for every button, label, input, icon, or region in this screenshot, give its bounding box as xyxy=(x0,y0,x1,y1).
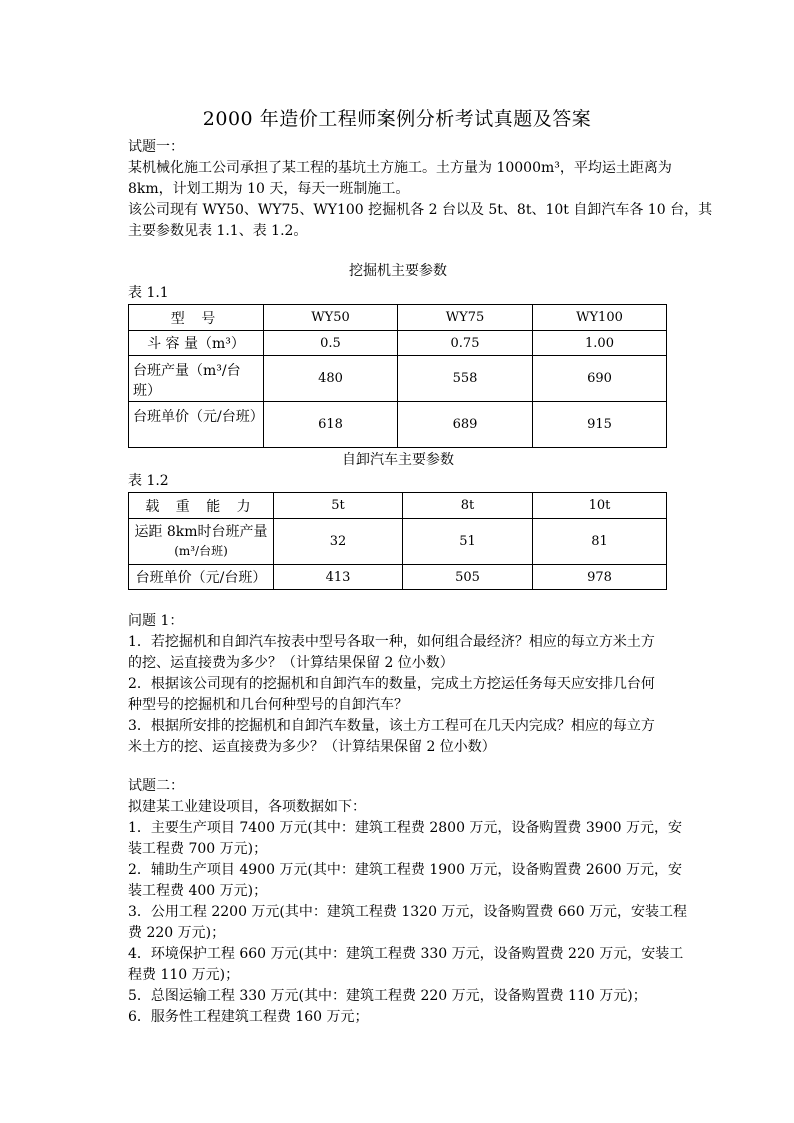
question-1-heading: 试题一： xyxy=(128,139,184,155)
table-cell: 505 xyxy=(403,565,533,590)
table-cell: 915 xyxy=(533,402,667,448)
table-cell: 81 xyxy=(533,519,667,565)
paragraph-line: 装工程费 400 万元)； xyxy=(128,883,268,899)
table-cell: 978 xyxy=(533,565,667,590)
table-row xyxy=(129,519,667,565)
paragraph-line: 6．服务性工程建筑工程费 160 万元； xyxy=(128,1009,369,1025)
paragraph-line: 拟建某工业建设项目，各项数据如下： xyxy=(128,799,366,815)
table-header-cell: WY50 xyxy=(264,305,398,331)
truck-params-table xyxy=(128,492,667,590)
table-header-cell: 载 重 能 力 xyxy=(129,493,274,519)
question-line: 1．若挖掘机和自卸汽车按表中型号各取一种，如何组合最经济？相应的每立方米土方 xyxy=(128,634,655,650)
table-cell: 690 xyxy=(533,356,667,402)
paragraph-line: 3．公用工程 2200 万元(其中：建筑工程费 1320 万元，设备购置费 660 万元，安装工程 xyxy=(128,904,688,920)
table-cell: 51 xyxy=(403,519,533,565)
row-label-line: (m³/台班) xyxy=(174,543,228,558)
paragraph-line: 4．环境保护工程 660 万元(其中：建筑工程费 330 万元，设备购置费 220 万元，安装工 xyxy=(128,946,684,962)
paragraph-line: 该公司现有 WY50、WY75、WY100 挖掘机各 2 台以及 5t、8t、10t 自卸汽车各 10 台，其 xyxy=(128,202,713,218)
paragraph-line: 费 220 万元)； xyxy=(128,925,226,941)
paragraph-line: 5．总图运输工程 330 万元(其中：建筑工程费 220 万元，设备购置费 110 万元)； xyxy=(128,988,647,1004)
paragraph-line: 2．辅助生产项目 4900 万元(其中：建筑工程费 1900 万元，设备购置费 2600 万元，安 xyxy=(128,862,682,878)
table-header-row xyxy=(129,493,667,519)
table-header-row xyxy=(129,305,667,331)
table-header-cell: WY75 xyxy=(398,305,533,331)
table-cell: 558 xyxy=(398,356,533,402)
paragraph-line: 1．主要生产项目 7400 万元(其中：建筑工程费 2800 万元，设备购置费 3900 万元，安 xyxy=(128,820,682,836)
question-line: 米土方的挖、运直接费为多少？（计算结果保留 2 位小数） xyxy=(128,739,496,755)
table-cell: 0.5 xyxy=(264,331,398,356)
table-cell: 32 xyxy=(274,519,403,565)
paragraph-line: 某机械化施工公司承担了某工程的基坑土方施工。土方量为 10000m³，平均运土距离为 xyxy=(128,160,672,176)
question-line: 2．根据该公司现有的挖掘机和自卸汽车的数量，完成土方挖运任务每天应安排几台何 xyxy=(128,676,655,692)
questions-1-heading: 问题 1： xyxy=(128,613,184,629)
row-label-cell xyxy=(129,519,274,565)
table-header-cell: 型 号 xyxy=(129,305,264,331)
excavator-params-table xyxy=(128,304,667,448)
table-row xyxy=(129,402,667,448)
question-2-heading: 试题二： xyxy=(128,778,184,794)
question-line: 的挖、运直接费为多少？（计算结果保留 2 位小数） xyxy=(128,655,454,671)
question-line: 种型号的挖掘机和几台何种型号的自卸汽车？ xyxy=(128,697,408,713)
question-line: 3．根据所安排的挖掘机和自卸汽车数量，该土方工程可在几天内完成？相应的每立方 xyxy=(128,718,655,734)
row-label-cell: 台班单价（元/台班） xyxy=(129,402,264,448)
table-row xyxy=(129,331,667,356)
table-header-cell: WY100 xyxy=(533,305,667,331)
paragraph-line: 程费 110 万元)； xyxy=(128,967,240,983)
row-label-cell: 台班产量（m³/台班） xyxy=(129,356,264,402)
table-header-cell: 10t xyxy=(533,493,667,519)
table-1-caption: 挖掘机主要参数 xyxy=(349,263,447,279)
table-cell: 413 xyxy=(274,565,403,590)
paragraph-line: 8km，计划工期为 10 天，每天一班制施工。 xyxy=(128,181,410,197)
table-header-cell: 8t xyxy=(403,493,533,519)
table-header-cell: 5t xyxy=(274,493,403,519)
row-label-cell: 斗 容 量（m³） xyxy=(129,331,264,356)
table-2-label: 表 1.2 xyxy=(128,473,169,489)
row-label-cell: 台班单价（元/台班） xyxy=(129,565,274,590)
paragraph-line: 主要参数见表 1.1、表 1.2。 xyxy=(128,223,308,239)
table-row xyxy=(129,356,667,402)
table-cell: 689 xyxy=(398,402,533,448)
table-cell: 618 xyxy=(264,402,398,448)
table-row xyxy=(129,565,667,590)
table-cell: 1.00 xyxy=(533,331,667,356)
table-cell: 0.75 xyxy=(398,331,533,356)
table-1-label: 表 1.1 xyxy=(128,285,169,301)
paragraph-line: 装工程费 700 万元)； xyxy=(128,841,268,857)
table-2-caption: 自卸汽车主要参数 xyxy=(342,452,454,468)
page-title: 2000 年造价工程师案例分析考试真题及答案 xyxy=(202,108,592,130)
row-label-line: 运距 8km时台班产量 xyxy=(134,523,268,540)
table-cell: 480 xyxy=(264,356,398,402)
